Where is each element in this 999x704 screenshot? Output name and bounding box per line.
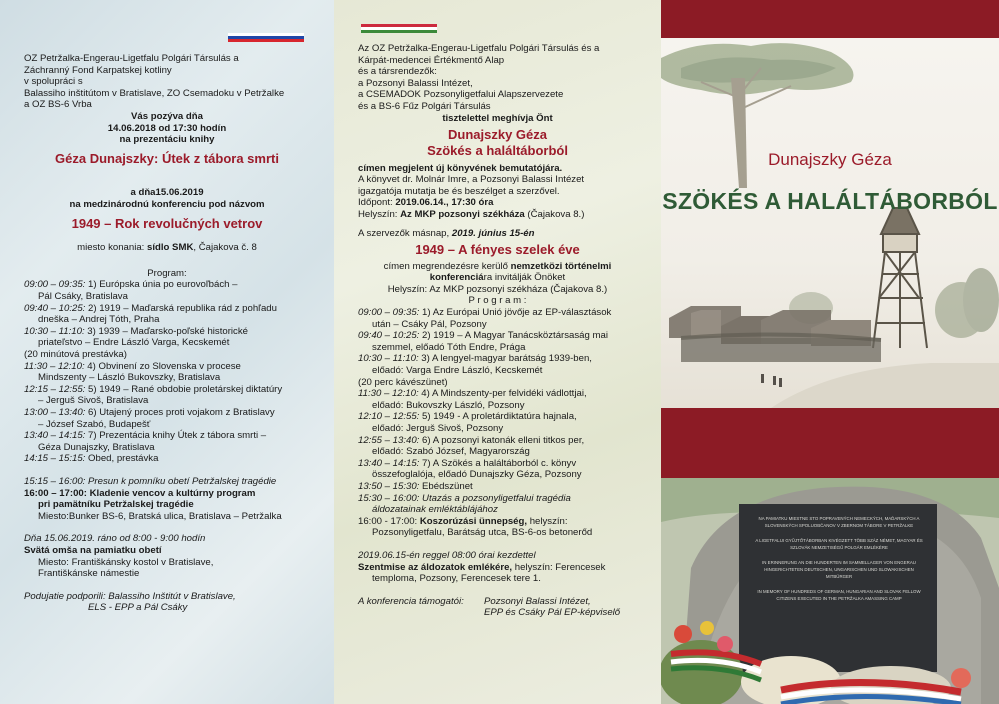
watchtower-icon [873,208,927,348]
program-item [358,377,448,389]
organizer-line: Balassiho inštitútom v Bratislave, ZO Csemadoku v Petržalke [24,87,285,99]
sponsor-label: A konferencia támogatói: [358,595,464,607]
program-item [24,303,277,315]
program-time: 10:30 – 11:10: [24,325,85,337]
program-desc: 4) A Mindszenty-per felvidéki vádlottjai, [418,388,587,400]
program-desc: szemmel, előadó Tóth Endre, Prága [372,341,526,353]
conference-date: a dňa15.06.2019 [130,187,204,199]
afternoon-line: Pozsonyligetfalu, Barátság utca, BS-6-os betonerőd [372,527,593,539]
invite-text: tisztelettel meghívja Önt [442,112,553,124]
program-desc: 3) 1939 – Maďarsko-poľské historické [84,325,248,337]
program-item [358,481,473,493]
cover-illustration [661,38,999,408]
program-time: 13:00 – 13:40: [24,407,86,418]
program-item [358,458,576,470]
program-desc: – Jerguš Sivoš, Bratislava [38,395,149,407]
program-time: 10:30 – 11:10: [358,353,419,365]
plaque-line: HINGERICHTETEN DEUTSCHEN, UNGARISCHEN UND SLOWAKISCHEN [764,567,914,572]
book-info-line [358,209,584,221]
mass-line: Františkánske námestie [38,568,140,580]
info-label: Helyszín: [358,209,401,220]
next-day-prefix: A szervezők másnap, [358,227,452,239]
conf-info-post: ra invitálják Önöket [483,272,566,284]
sponsor-name: EPP és Csáky Pál EP-képviselő [484,607,621,619]
mass-line: Svätá omša na pamiatku obetí [24,545,162,556]
program-desc: 1) Európska únia po eurovoľbách – [85,279,238,291]
cover-panel [661,0,999,704]
program-time: 09:00 – 09:35: [358,307,420,318]
book-info-line: A könyvet dr. Molnár Imre, a Pozsonyi Balassi Intézet [358,174,585,186]
program-desc: Ebédszünet [419,481,473,492]
sponsor-line: Podujatie podporili: Balassiho Inštitút v Bratislave, [24,590,236,602]
conference-title-sk: 1949 – Rok revolučných vetrov [71,215,263,231]
program-item [358,330,608,342]
program-desc: előadó: Varga Endre László, Kecskemét [372,365,543,376]
afternoon-line: 15:30 – 16:00: Utazás a pozsonyligetfalui tragédia [358,492,571,504]
plaque-line: SLOVENSKÝCH SPOLUOBČANOV V ZBERNOM TÁBORE V PETRŽALKE [764,523,914,528]
plaque-line: IN ERINNERUNG AN DIE HUNDERTEN IM SAMMELLAGER VON ENGERAU [762,560,916,565]
program-desc: (20 perc kávészünet) [358,376,448,388]
program-desc: priateľstvo – Endre László Varga, Kecskemét [38,337,230,349]
program-item [38,419,150,431]
venue-line [0,242,334,254]
program-item [372,446,530,458]
program-item [38,395,148,407]
program-item [358,411,577,423]
program-item [38,372,220,384]
info-value: Az MKP pozsonyi székháza [400,209,525,220]
plaque-line: SZLOVÁK NEMZETISÉGŰ POLGÁR EMLÉKÉRE [790,545,888,550]
middle-red-band [661,408,999,478]
program-item [372,365,542,377]
program-desc: előadó: Jerguš Sivoš, Pozsony [372,423,504,434]
program-item [24,279,238,291]
plaque-line: IN MEMORY OF HUNDREDS OF GERMAN, HUNGARIAN AND SLOVAK FELLOW [757,589,921,594]
top-red-band [661,0,999,38]
program-item [358,388,587,400]
program-item [372,400,525,412]
program-item [38,291,128,303]
program-item [38,337,229,349]
info-label: Időpont: [358,197,396,209]
program-time: 12:10 – 12:55: [358,411,420,423]
program-item [24,361,241,373]
book-info-line: címen megjelent új könyvének bemutatójára. [358,162,563,174]
program-desc: 5) 1949 - A proletárdiktatúra hajnala, [419,411,577,423]
program-desc: 5) 1949 – Rané obdobie proletárskej diktatúry [85,383,283,395]
organizer-line: OZ Petržalka-Engerau-Ligetfalu Polgári Társulás a [24,53,239,64]
presentation-date: 14.06.2018 od 17:30 hodín [107,122,227,134]
program-time: 09:00 – 09:35: [24,279,86,291]
program-time: 12:55 – 13:40: [358,434,420,446]
afternoon-place: helyszín: [527,515,568,527]
plaque-line: MITBÜRGER [825,574,853,579]
conference-venue: Helyszín: Az MKP pozsonyi székháza (Čajakova 8.) [387,283,608,295]
crowd [681,338,881,362]
program-item [358,435,584,447]
program-desc: Obed, prestávka [85,453,159,465]
slovak-panel [0,0,334,704]
conference-label: na medzinárodnú konferenciu pod názvom [69,198,265,210]
program-desc: után – Csáky Pál, Pozsony [372,318,487,330]
program-item [38,442,155,454]
presentation-label: na prezentáciu knihy [119,134,215,146]
book-author-hu: Dunajszky Géza [448,126,547,142]
program-desc: 3) A lengyel-magyar barátság 1939-ben, [418,353,592,365]
program-desc: 6) A pozsonyi katonák elleni titkos per, [419,434,585,446]
afternoon-line: 15:15 – 16:00: Presun k pomníku obetí Petržalskej tragédie [24,476,277,487]
program-item [38,314,159,326]
afternoon-time: 16:00 - 17:00: [358,515,420,527]
conf-info-bold: nemzetközi történelmi [510,260,612,272]
program-item [24,384,282,396]
program-item [24,407,275,419]
program-desc: előadó: Szabó József, Magyarország [372,446,530,458]
program-desc: (20 minútová prestávka) [24,349,127,360]
afternoon-line: pri pamätníku Petržalskej tragédie [38,499,194,511]
program-item [24,326,248,338]
mass-place: helyszín: Ferencesek [512,561,606,573]
organizer-line: Záchranný Fond Karpatskej kotliny [24,64,172,76]
program-item [24,453,158,465]
organizer-line: v spolupráci s [24,76,83,88]
organizer-line: a CSEMADOK Pozsonyligetfalui Alapszervezete [358,89,564,101]
program-item [358,307,611,319]
organizer-line: és a társrendezők: [358,66,437,78]
conference-title-hu: 1949 – A fényes szelek éve [415,241,580,257]
watchtower-camp-illustration [661,38,999,408]
afternoon-line [358,516,568,528]
program-desc: 4) Obvinení zo Slovenska v procese [84,360,241,372]
program-item [24,349,127,361]
afternoon-line: 16:00 – 17:00: Kladenie vencov a kultúrny program [24,487,256,499]
afternoon-event: Koszorúzási ünnepség, [419,515,528,527]
program-time: 09:40 – 10:25: [358,330,420,342]
afternoon-line: áldozatainak emléktáblájához [372,504,498,516]
hungarian-flag [361,24,437,33]
program-time: 11:30 – 12:10: [358,388,419,400]
program-desc: dneška – Andrej Tóth, Praha [38,314,160,326]
conference-info-2 [334,272,661,284]
program-desc: Mindszenty – László Bukovszky, Bratislava [38,372,221,384]
program-desc: 2) 1919 – Maďarská republika rád z pohľadu [85,302,277,314]
program-desc: előadó: Bukovszky László, Pozsony [372,399,525,411]
hungarian-panel [334,0,661,704]
book-title-sk: Géza Dunajszky: Útek z tábora smrti [55,151,279,167]
organizer-line: és a BS-6 Fűz Polgári Társulás [358,101,491,112]
organizer-line: a OZ BS-6 Vrba [24,99,92,111]
program-item [372,319,487,331]
organizer-line: a Pozsonyi Balassi Intézet, [358,77,473,89]
program-desc: 7) A Szökés a haláltáborból c. könyv [419,457,577,469]
mass-line: temploma, Pozsony, Ferencesek tere 1. [372,573,541,585]
venue-prefix: miesto konania: [77,241,147,253]
sponsor-line: ELS - EPP a Pál Csáky [88,602,188,614]
program-time: 09:40 – 10:25: [24,302,86,314]
program-desc: 7) Prezentácia knihy Útek z tábora smrti – [85,430,267,442]
book-title-hu: Szökés a haláltáborból [427,142,568,158]
invite-text: Vás pozýva dňa [131,111,203,122]
mass-line: Miesto: Františkánsky kostol v Bratislave, [38,556,214,568]
program-desc: 6) Utajený proces proti vojakom z Bratislavy [85,407,275,418]
slovak-flag [228,33,304,42]
mass-line: 2019.06.15-én reggel 08:00 órai kezdettel [358,550,536,561]
program-item [358,353,592,365]
program-desc: Pál Csáky, Bratislava [38,291,128,302]
program-time: 11:30 – 12:10: [24,360,85,372]
conference-info-1 [334,261,661,273]
venue-name: sídlo SMK [147,241,194,253]
program-time: 12:15 – 12:55: [24,383,86,395]
next-day-line [358,228,535,240]
book-author: Dunajszky Géza [768,150,892,169]
conf-info-bold: konferenciá [429,272,484,284]
info-extra: (Čajakova 8.) [524,209,585,220]
venue-address: , Čajakova č. 8 [193,241,257,253]
organizer-line: Kárpát-medencei Értékmentő Alap [358,54,505,66]
program-time: 14:15 – 15:15: [24,453,86,465]
book-info-line: igazgatója mutatja be és beszélget a szerzővel. [358,185,560,197]
program-time: 13:40 – 14:15: [24,430,86,442]
info-value: 2019.06.14., 17:30 óra [395,197,494,209]
organizer-line: Az OZ Petržalka-Engerau-Ligetfalu Polgári Társulás és a [358,43,600,54]
program-item [372,469,582,481]
program-desc: összefoglalója, előadó Dunajszky Géza, Pozsony [372,469,582,481]
program-desc: 1) Az Európai Unió jövője az EP-választások [419,307,612,318]
program-time: 13:50 – 15:30: [358,481,420,492]
sponsor-name: Pozsonyi Balassi Intézet, [484,595,591,607]
program-item [372,423,503,435]
program-item [372,342,525,354]
program-item [24,430,266,442]
program-desc: 2) 1919 – A Magyar Tanácsköztársaság mai [419,330,608,342]
program-desc: Géza Dunajszky, Bratislava [38,441,155,453]
mass-line [358,562,605,574]
mass-line: Dňa 15.06.2019. ráno od 8:00 - 9:00 hodín [24,533,206,545]
mass-title: Szentmise az áldozatok emlékére, [358,561,513,573]
plaque-line: CITIZENS EXECUTED IN THE PETRŽALKA AMASSING CAMP [776,596,902,601]
plaque-line: NA PAMIATKU MIESTNE STO POPRAVENÝCH NEMECKÝCH, MAĎARSKÝCH A [758,516,920,521]
program-label: P r o g r a m : [468,295,527,307]
next-day-date: 2019. június 15-én [451,227,535,239]
program-desc: – József Szabó, Budapešť [38,418,151,430]
program-label: Program: [147,267,187,279]
conf-info-pre: címen megrendezésre kerülő [383,260,511,272]
book-info-line [358,197,494,209]
book-title: SZÖKÉS A HALÁLTÁBORBÓL [662,188,998,214]
memorial-plaque [739,504,937,672]
program-time: 13:40 – 14:15: [358,457,420,469]
plaque-line: A LIGETFALUI GYŰJTŐTÁBORBAN KIVÉGZETT TÖBB SZÁZ NÉMET, MAGYAR ÉS [755,538,923,543]
memorial-photo [661,478,999,704]
afternoon-line: Miesto:Bunker BS-6, Bratská ulica, Bratislava – Petržalka [38,510,282,522]
